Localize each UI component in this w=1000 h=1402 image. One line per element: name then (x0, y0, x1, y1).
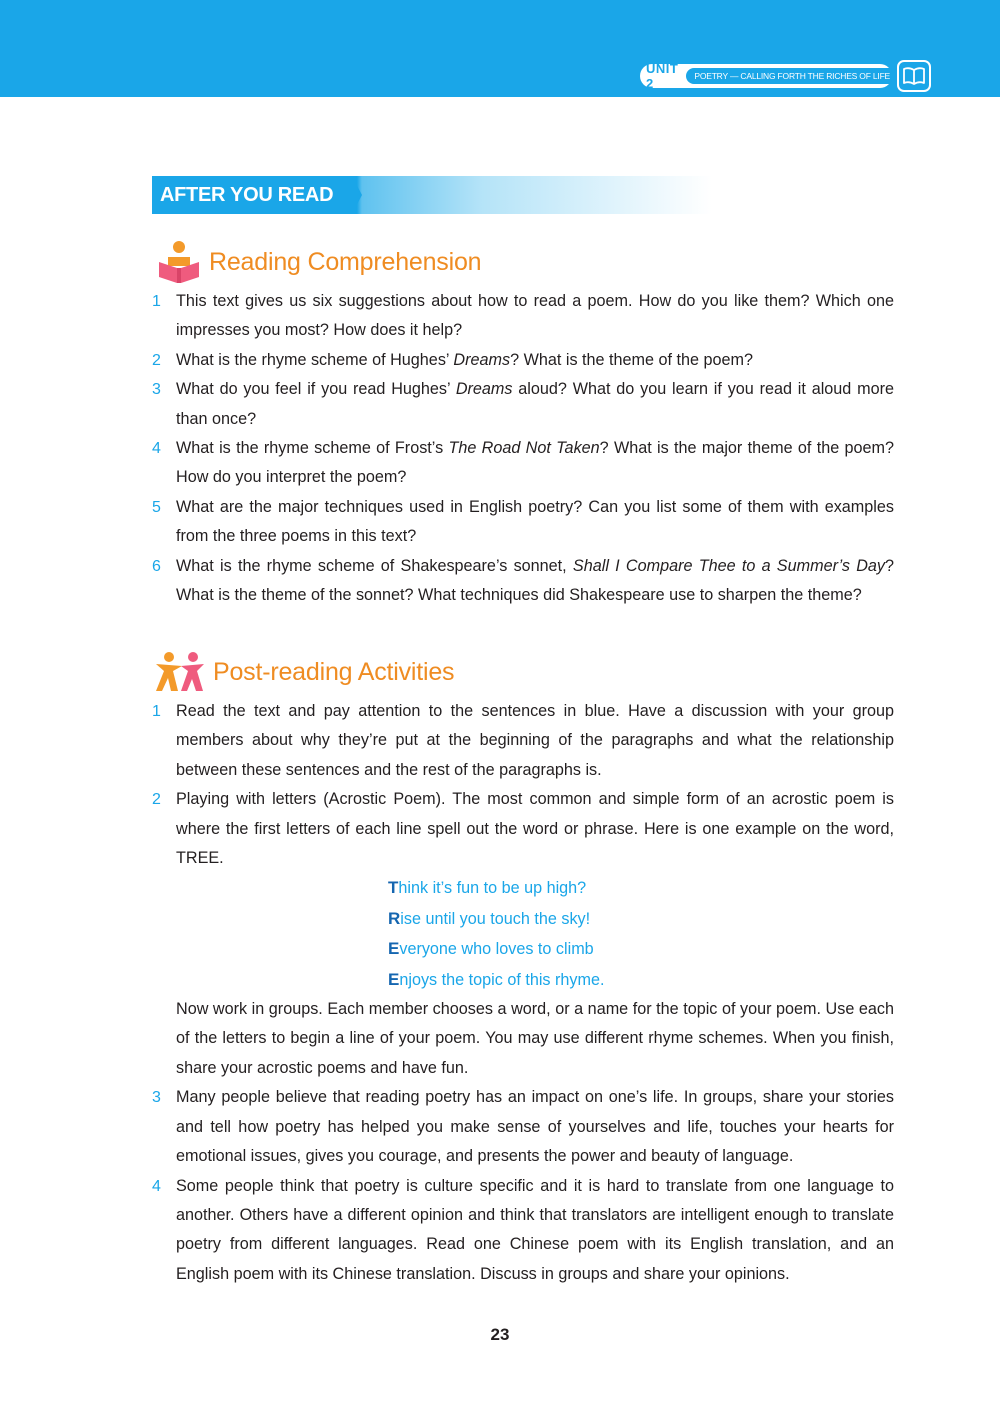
question-item (152, 346, 894, 375)
question-text: What is the rhyme scheme of Frost’s (176, 439, 449, 458)
activity-item (152, 697, 894, 785)
unit-pill (640, 61, 892, 91)
poem-line-rest: hink it’s fun to be up high? (398, 879, 587, 898)
poem-title: Shall I Compare Thee to a Summer’s Day (572, 556, 885, 575)
poem-line (388, 965, 894, 995)
activity-number: 2 (152, 791, 161, 809)
poem-title: Dreams (453, 350, 511, 369)
acrostic-poem (176, 873, 894, 995)
poem-capital: E (388, 939, 400, 959)
question-text: ? What is the major theme of the poem? How do you interpret the poem? (176, 439, 894, 487)
activity-number: 1 (152, 703, 161, 720)
activity-item (152, 1172, 894, 1290)
question-number: 1 (152, 293, 161, 310)
question-number: 2 (152, 351, 161, 369)
poem-capital: T (388, 878, 399, 898)
unit-label: UNIT 2 (646, 61, 679, 91)
section-title: Post-reading Activities (213, 657, 455, 686)
question-item (152, 434, 894, 493)
activity-text: Playing with letters (Acrostic Poem). The most common and simple form of an acrostic poem is where the first letters of each line spell out the word or phrase. Here is one example on the word, TREE. (176, 790, 894, 868)
after-you-read-banner (152, 176, 712, 214)
unit-title: POETRY — CALLING FORTH THE RICHES OF LIFE (686, 68, 898, 84)
activity-text: Many people believe that reading poetry has an impact on one’s life. In groups, share your stories and tell how poetry has helped you make sense of yourselves and life, touches your hearts for emotional issues, gives you courage, and presents the power and beauty of language. (176, 1088, 894, 1166)
question-text: ? What is the theme of the poem? (510, 350, 754, 369)
page-number: 23 (490, 1325, 510, 1344)
question-text: This text gives us six suggestions about how to read a poem. How do you like them? Which one impresses you most? How does it help? (176, 292, 894, 340)
activity-item (152, 785, 894, 1083)
poem-line (388, 904, 894, 934)
post-reading-heading (155, 650, 454, 694)
book-icon (897, 60, 931, 92)
reader-icon (155, 240, 201, 284)
question-item (152, 375, 894, 434)
question-number: 3 (152, 381, 161, 399)
question-item (152, 552, 894, 611)
activity-number: 4 (152, 1177, 161, 1195)
question-text: aloud? What do you learn if you read it aloud more than once? (176, 380, 894, 428)
poem-title: The Road Not Taken (448, 439, 600, 458)
question-text: What is the rhyme scheme of Shakespeare’s sonnet, (176, 556, 573, 575)
section-title: Reading Comprehension (209, 247, 482, 276)
question-number: 4 (152, 440, 161, 458)
poem-line (388, 934, 894, 964)
poem-line-rest: njoys the topic of this rhyme. (399, 970, 605, 989)
people-icon (155, 651, 205, 693)
poem-capital: R (388, 908, 401, 928)
poem-line-rest: ise until you touch the sky! (400, 909, 591, 928)
question-text: What is the rhyme scheme of Hughes’ (176, 350, 454, 369)
question-text: What do you feel if you read Hughes’ (176, 380, 456, 399)
poem-line-rest: veryone who loves to climb (399, 940, 594, 959)
banner-notch (352, 176, 362, 214)
activity-item (152, 1083, 894, 1171)
reading-comprehension-heading (155, 240, 481, 284)
poem-title: Dreams (455, 380, 513, 399)
question-text: What are the major techniques used in English poetry? Can you list some of them with examples from the three poems in this text? (176, 497, 894, 546)
comprehension-question-list (152, 287, 894, 610)
poem-line (388, 873, 894, 903)
activity-text: Read the text and pay attention to the sentences in blue. Have a discussion with your group members about why they’re put at the beginning of the paragraphs and what the relationship between these sentences and the rest of the paragraphs is. (176, 702, 894, 779)
activity-list (152, 697, 894, 1289)
header-bar (0, 0, 1000, 97)
activity-text: Now work in groups. Each member chooses a word, or a name for the topic of your poem. Use each of the letters to begin a line of your poem. You may use different rhyme schemes. When you finish, share your acrostic poems and have fun. (176, 1000, 894, 1077)
activity-number: 3 (152, 1089, 161, 1107)
banner-label: AFTER YOU READ (160, 184, 334, 206)
question-item (152, 493, 894, 552)
question-text: ? What is the theme of the sonnet? What techniques did Shakespeare use to sharpen the theme? (176, 556, 895, 605)
poem-capital: E (388, 969, 400, 989)
question-number: 6 (152, 557, 161, 575)
question-number: 5 (152, 498, 161, 516)
activity-text: Some people think that poetry is culture specific and it is hard to translate from one language to another. Others have a different opinion and think that translators are intelligent enough to translate poetry from different languages. Read one Chinese poem with its English translation, and an English poem with its Chinese translation. Discuss in groups and share your opinions. (176, 1176, 894, 1283)
question-item (152, 287, 894, 346)
